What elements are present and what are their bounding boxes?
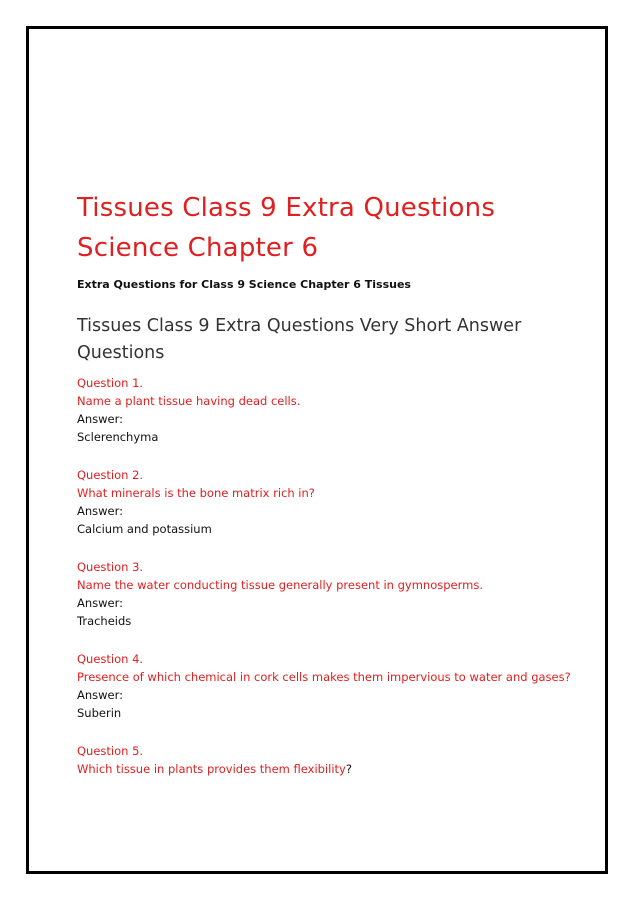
answer-label: Answer: — [77, 504, 124, 518]
title-line-2: Science Chapter 6 — [77, 233, 319, 263]
question-text: Name a plant tissue having dead cells. — [77, 394, 301, 408]
question-block-3 — [77, 558, 577, 630]
question-text: Presence of which chemical in cork cells makes them impervious to water and gases? — [77, 670, 571, 684]
question-label: Question 2. — [77, 468, 144, 482]
section-heading: Tissues Class 9 Extra Questions Very Short Answer Questions — [77, 316, 522, 363]
answer-text: Suberin — [77, 706, 122, 720]
question-text: What minerals is the bone matrix rich in? — [77, 486, 315, 500]
question-block-4 — [77, 650, 577, 722]
document-subtitle: Extra Questions for Class 9 Science Chapter 6 Tissues — [77, 278, 411, 291]
question-block-2 — [77, 466, 577, 538]
question-text: Name the water conducting tissue generally present in gymnosperms. — [77, 578, 483, 592]
question-block-1 — [77, 374, 577, 446]
answer-label: Answer: — [77, 688, 124, 702]
question-text-main: Which tissue in plants provides them flexibility — [77, 762, 346, 776]
question-label: Question 5. — [77, 744, 144, 758]
answer-text: Calcium and potassium — [77, 522, 212, 536]
title-line-1: Tissues Class 9 Extra Questions — [77, 193, 496, 223]
document-content — [77, 188, 577, 798]
answer-text: Sclerenchyma — [77, 430, 159, 444]
answer-text: Tracheids — [77, 614, 132, 628]
question-mark: ? — [345, 762, 352, 776]
question-label: Question 3. — [77, 560, 144, 574]
answer-label: Answer: — [77, 412, 124, 426]
question-block-5 — [77, 742, 577, 778]
question-label: Question 4. — [77, 652, 144, 666]
question-text — [77, 760, 577, 778]
answer-label: Answer: — [77, 596, 124, 610]
document-title — [77, 188, 577, 268]
question-label: Question 1. — [77, 376, 144, 390]
